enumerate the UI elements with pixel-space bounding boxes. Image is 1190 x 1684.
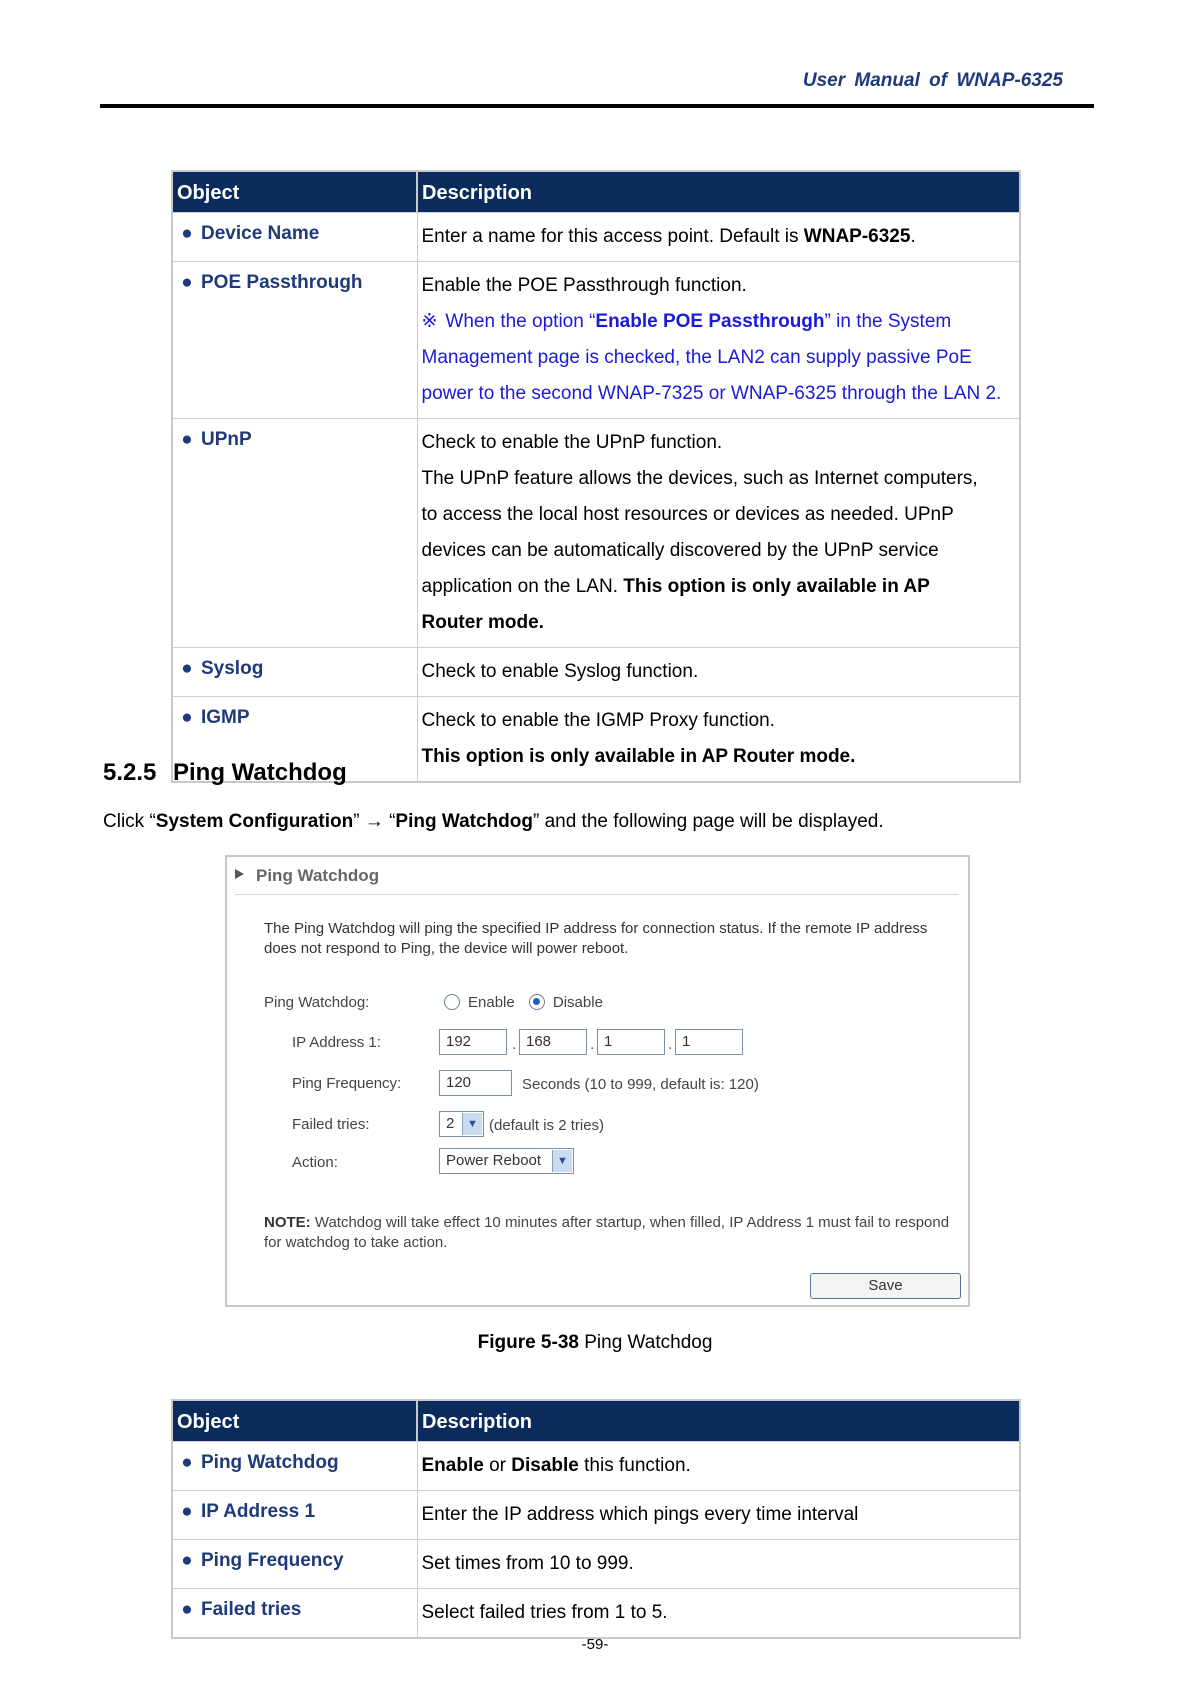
arrow-right-icon [235,869,244,879]
disable-radio[interactable] [529,994,545,1010]
object-table-1 [171,170,1021,783]
description-line: Enable the POE Passthrough function. [421,274,747,296]
ping-frequency-hint: Seconds (10 to 999, default is: 120) [522,1076,759,1093]
enable-label: Enable [468,994,515,1011]
description-tail: . [910,225,916,247]
object-label: Syslog [201,657,264,679]
description-cell [417,212,1020,261]
caption-bold: Figure 5-38 [477,1332,579,1353]
action-value: Power Reboot [446,1152,542,1169]
description-cell [417,261,1020,418]
section-title: Ping Watchdog [173,759,347,786]
object-table-2 [171,1399,1021,1639]
description-bold: Disable [511,1454,579,1476]
description-bold: This option is only available in AP Router mode. [421,745,856,767]
failed-tries-select[interactable] [439,1111,484,1137]
panel-description: The Ping Watchdog will ping the specified IP address for connection status. If the remote IP address does not respond to Ping, the device will power reboot. [264,920,928,957]
note-text: ” in the System [824,310,952,332]
table-row [172,1490,1020,1539]
table-row [172,418,1020,647]
ip-dot: . [512,1036,517,1053]
ping-watchdog-label: Ping Watchdog: [264,994,370,1011]
ip-octet-4-input[interactable]: 1 [675,1029,743,1055]
description-cell: Enter the IP address which pings every time interval [417,1490,1020,1539]
object-label: Device Name [201,222,320,244]
intro-text: Click “ [103,811,156,832]
description-text: or [483,1454,512,1476]
page-number: -59- [581,1636,609,1653]
object-cell [172,1441,417,1490]
description-bold: Router mode. [421,611,544,633]
object-cell [172,418,417,647]
header-rule [100,104,1094,108]
table-row [172,261,1020,418]
object-label: Ping Frequency [201,1549,344,1571]
description-line: Check to enable the IGMP Proxy function. [421,709,775,731]
panel-title-text: Ping Watchdog [256,866,380,885]
chevron-down-icon: ▼ [552,1150,572,1172]
table-row [172,212,1020,261]
description-cell [417,1441,1020,1490]
ping-watchdog-screenshot [225,855,970,1307]
intro-bold: Ping Watchdog [395,811,533,832]
description-cell [417,418,1020,647]
object-cell [172,1490,417,1539]
ip-octet-3-input[interactable]: 1 [597,1029,665,1055]
col-description: Description [417,171,1020,212]
panel-divider [235,894,959,895]
intro-text: ” → “ [353,811,396,832]
bullet-icon: ● [181,706,193,728]
description-text: application on the LAN. [421,575,624,597]
bullet-icon: ● [181,1598,193,1620]
table-row [172,647,1020,696]
object-label: IP Address 1 [201,1500,316,1522]
note-text: Watchdog will take effect 10 minutes after startup, when filled, IP Address 1 must fail to respond for watchdog to take action. [264,1214,950,1251]
description-cell: Set times from 10 to 999. [417,1539,1020,1588]
header-title: User Manual of WNAP-6325 [802,70,1063,91]
table-row [172,1588,1020,1638]
ping-watchdog-radio-group [444,994,603,1011]
object-cell [172,261,417,418]
intro-text: ” and the following page will be displayed. [532,811,884,832]
object-label: Ping Watchdog [201,1451,339,1473]
chevron-down-icon: ▼ [462,1113,482,1135]
action-label: Action: [292,1154,338,1171]
note-label: NOTE: [264,1214,311,1231]
poe-note [422,304,1016,340]
object-cell [172,1539,417,1588]
description-line [422,605,1016,641]
ip-octet-2-input[interactable]: 168 [519,1029,587,1055]
intro-paragraph [103,811,884,833]
description-text: this function. [578,1454,691,1476]
figure-caption [0,1332,1190,1354]
description-bold: WNAP-6325 [803,225,911,247]
table-row [172,1441,1020,1490]
failed-tries-hint: (default is 2 tries) [489,1117,605,1134]
description-line: devices can be automatically discovered by the UPnP service [421,539,939,561]
object-label: IGMP [201,706,250,728]
table-header-row [172,171,1020,212]
intro-bold: System Configuration [155,811,354,832]
object-label: UPnP [201,428,252,450]
ip-octet-1-input[interactable]: 192 [439,1029,507,1055]
col-object: Object [172,171,417,212]
description-text: Enter a name for this access point. Default is [421,225,804,247]
note-bold: Enable POE Passthrough [595,310,825,332]
table-row [172,1539,1020,1588]
description-cell [417,696,1020,782]
description-line: to access the local host resources or devices as needed. UPnP [421,503,954,525]
bullet-icon: ● [181,222,193,244]
object-label: Failed tries [201,1598,302,1620]
description-line [422,569,1016,605]
poe-note-line: Management page is checked, the LAN2 can supply passive PoE [421,346,972,368]
note-text: When the option “ [445,310,596,332]
action-select[interactable] [439,1148,574,1174]
bullet-icon: ● [181,1500,193,1522]
ping-frequency-label: Ping Frequency: [292,1075,402,1092]
bullet-icon: ● [181,1549,193,1571]
disable-label: Disable [552,994,603,1011]
ip-address-label: IP Address 1: [292,1034,381,1051]
description-line: The UPnP feature allows the devices, such as Internet computers, [421,467,978,489]
enable-radio[interactable] [444,994,460,1010]
caption-text: Ping Watchdog [578,1332,713,1353]
object-cell [172,212,417,261]
object-cell [172,1588,417,1638]
description-cell: Check to enable Syslog function. [417,647,1020,696]
description-bold: This option is only available in AP [623,575,930,597]
table-header-row [172,1400,1020,1441]
note-mark-icon: ※ [421,310,438,332]
ip-dot: . [590,1036,595,1053]
description-bold: Enable [421,1454,484,1476]
bullet-icon: ● [181,657,193,679]
object-cell [172,647,417,696]
object-label: POE Passthrough [201,271,363,293]
failed-tries-label: Failed tries: [292,1116,370,1133]
ip-dot: . [668,1036,673,1053]
panel-title [235,866,379,886]
section-number: 5.2.5 [103,759,157,786]
failed-tries-value: 2 [446,1115,455,1132]
description-line [422,739,1016,775]
panel-note [264,1213,964,1253]
col-object: Object [172,1400,417,1441]
bullet-icon: ● [181,1451,193,1473]
save-button[interactable]: Save [810,1273,961,1299]
description-line: Check to enable the UPnP function. [421,431,723,453]
poe-note-line: power to the second WNAP-7325 or WNAP-6325 through the LAN 2. [421,382,1002,404]
col-description: Description [417,1400,1020,1441]
section-heading [103,759,347,787]
ping-frequency-input[interactable]: 120 [439,1070,512,1096]
bullet-icon: ● [181,428,193,450]
bullet-icon: ● [181,271,193,293]
description-cell: Select failed tries from 1 to 5. [417,1588,1020,1638]
